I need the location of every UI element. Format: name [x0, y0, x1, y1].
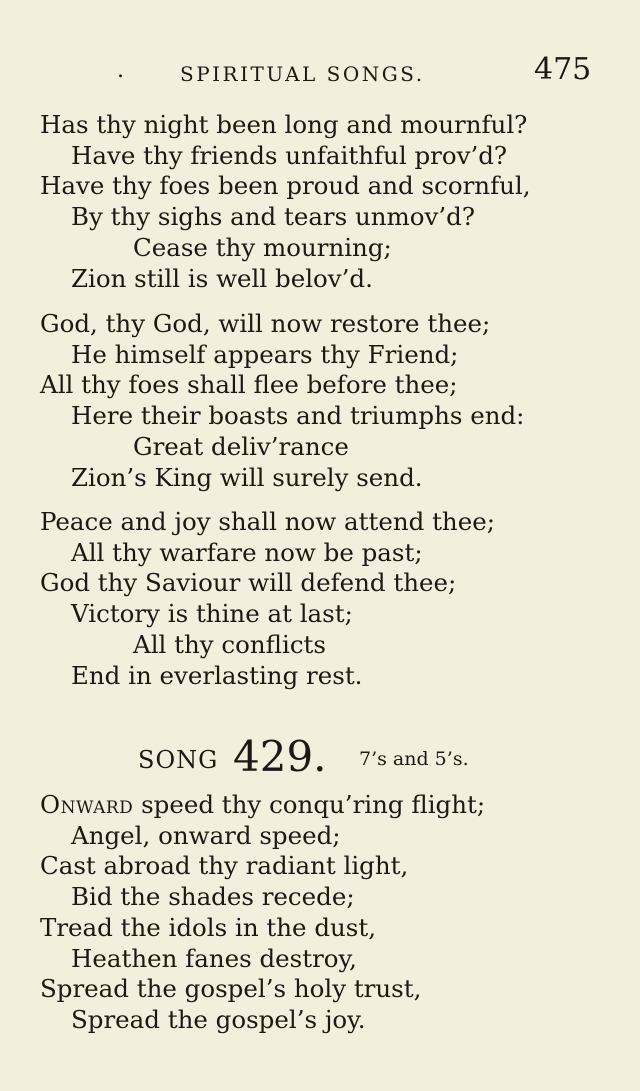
song-first-word: Onward	[40, 790, 134, 819]
stanza-line: God thy Saviour will defend thee;	[40, 568, 457, 597]
song-line: Spread the gospel’s holy trust,	[40, 974, 422, 1003]
stanza-line: End in everlasting rest.	[71, 661, 363, 690]
stanza-line: Here their boasts and triumphs end:	[71, 401, 525, 430]
stanza-line: Great deliv’rance	[133, 432, 349, 461]
page-number: 475	[534, 52, 592, 87]
song-heading	[0, 732, 640, 782]
song-line: Heathen fanes destroy,	[71, 944, 357, 973]
stanza-line: All thy warfare now be past;	[71, 538, 423, 567]
song-label: SONG	[138, 746, 219, 774]
song-line: Spread the gospel’s joy.	[71, 1005, 366, 1034]
stanza-line: Have thy foes been proud and scornful,	[40, 171, 531, 200]
stanza-line: Has thy night been long and mournful?	[40, 110, 528, 139]
stanza-line: All thy foes shall flee before thee;	[40, 370, 458, 399]
stanza-line: Victory is thine at last;	[71, 599, 353, 628]
song-number: 429.	[233, 732, 327, 781]
stanza-line: Have thy friends unfaithful prov’d?	[71, 141, 508, 170]
running-title: SPIRITUAL SONGS.	[180, 62, 425, 86]
running-header	[0, 52, 640, 92]
stanza-line: He himself appears thy Friend;	[71, 340, 459, 369]
song-line: Bid the shades recede;	[71, 882, 355, 911]
header-dot: .	[117, 58, 124, 83]
song-line: Tread the idols in the dust,	[40, 913, 376, 942]
stanza-line: Peace and joy shall now attend thee;	[40, 507, 495, 536]
stanza-line: Zion’s King will surely send.	[71, 463, 423, 492]
song-first-line	[40, 790, 485, 820]
stanza-line: God, thy God, will now restore thee;	[40, 309, 491, 338]
stanza-line: By thy sighs and tears unmov’d?	[71, 202, 475, 231]
song-meter: 7’s and 5’s.	[359, 748, 469, 770]
stanza-line: Zion still is well belov’d.	[71, 264, 373, 293]
song-line: Cast abroad thy radiant light,	[40, 851, 409, 880]
stanza-line: Cease thy mourning;	[133, 233, 392, 262]
song-first-line-rest: speed thy conqu’ring flight;	[133, 790, 486, 819]
stanza-line: All thy conflicts	[133, 630, 326, 659]
song-line: Angel, onward speed;	[71, 821, 341, 850]
